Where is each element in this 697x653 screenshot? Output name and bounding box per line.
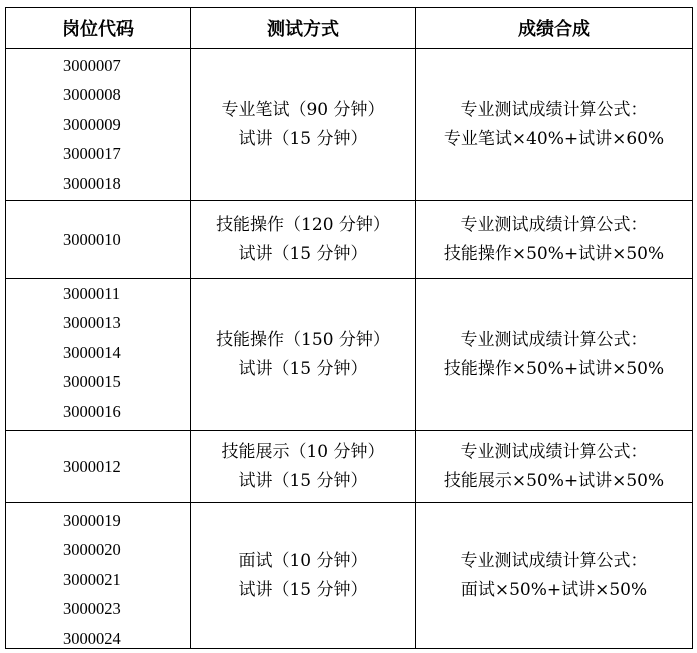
position-code: 3000015 bbox=[63, 372, 121, 392]
score-formula-title: 专业测试成绩计算公式： bbox=[460, 550, 648, 571]
score-formula: 技能操作×50%+试讲×50% bbox=[443, 243, 665, 264]
test-method-line: 试讲（15 分钟） bbox=[238, 243, 368, 264]
test-method-cell bbox=[191, 201, 416, 279]
score-formula-title: 专业测试成绩计算公式： bbox=[460, 329, 648, 350]
position-code: 3000010 bbox=[63, 229, 121, 249]
score-formula-cell bbox=[416, 503, 693, 649]
position-code: 3000017 bbox=[63, 144, 121, 164]
position-code: 3000019 bbox=[63, 511, 121, 530]
test-method-cell bbox=[191, 49, 416, 201]
position-codes-cell bbox=[6, 503, 191, 649]
score-formula-cell bbox=[416, 201, 693, 279]
test-method-cell bbox=[191, 503, 416, 649]
score-formula-title: 专业测试成绩计算公式： bbox=[460, 214, 648, 235]
score-formula-cell bbox=[416, 279, 693, 431]
table-row bbox=[6, 503, 693, 649]
score-formula-title: 专业测试成绩计算公式： bbox=[460, 441, 648, 462]
score-formula-cell bbox=[416, 49, 693, 201]
position-codes-cell bbox=[6, 431, 191, 503]
position-code: 3000009 bbox=[63, 114, 121, 134]
table-row bbox=[6, 279, 693, 431]
test-method-cell bbox=[191, 279, 416, 431]
position-code: 3000016 bbox=[63, 401, 121, 421]
position-code: 3000020 bbox=[63, 540, 121, 560]
position-code: 3000008 bbox=[63, 85, 121, 105]
header-position-code: 岗位代码 bbox=[6, 8, 191, 49]
position-codes-cell bbox=[6, 49, 191, 201]
position-code: 3000013 bbox=[63, 313, 121, 333]
score-formula: 技能展示×50%+试讲×50% bbox=[443, 470, 665, 491]
table-row bbox=[6, 49, 693, 201]
header-row bbox=[6, 8, 693, 49]
score-formula-cell bbox=[416, 431, 693, 503]
score-formula-title: 专业测试成绩计算公式： bbox=[460, 99, 648, 120]
position-code: 3000023 bbox=[63, 599, 121, 619]
position-code: 3000024 bbox=[63, 628, 121, 648]
test-method-line: 面试（10 分钟） bbox=[238, 550, 368, 571]
test-method-line: 专业笔试（90 分钟） bbox=[221, 99, 385, 120]
test-method-line: 试讲（15 分钟） bbox=[238, 470, 368, 491]
test-method-line: 技能操作（150 分钟） bbox=[216, 329, 390, 350]
position-codes-cell bbox=[6, 279, 191, 431]
position-code: 3000018 bbox=[63, 173, 121, 193]
test-method-line: 技能操作（120 分钟） bbox=[216, 214, 390, 235]
position-code: 3000012 bbox=[63, 456, 121, 476]
test-method-line: 试讲（15 分钟） bbox=[238, 579, 368, 600]
score-formula: 面试×50%+试讲×50% bbox=[460, 579, 648, 600]
table-row bbox=[6, 431, 693, 503]
header-test-method: 测试方式 bbox=[191, 8, 416, 49]
score-formula: 专业笔试×40%+试讲×60% bbox=[443, 128, 665, 149]
test-method-line: 试讲（15 分钟） bbox=[238, 358, 368, 379]
score-formula: 技能操作×50%+试讲×50% bbox=[443, 358, 665, 379]
position-code: 3000011 bbox=[63, 284, 121, 303]
position-code: 3000014 bbox=[63, 342, 121, 362]
test-method-cell bbox=[191, 431, 416, 503]
position-code: 3000021 bbox=[63, 569, 121, 589]
exam-scoring-table bbox=[5, 7, 693, 649]
table-row bbox=[6, 201, 693, 279]
test-method-line: 技能展示（10 分钟） bbox=[221, 441, 385, 462]
test-method-line: 试讲（15 分钟） bbox=[238, 128, 368, 149]
header-score-composition: 成绩合成 bbox=[416, 8, 693, 49]
position-codes-cell bbox=[6, 201, 191, 279]
position-code: 3000007 bbox=[63, 55, 121, 75]
